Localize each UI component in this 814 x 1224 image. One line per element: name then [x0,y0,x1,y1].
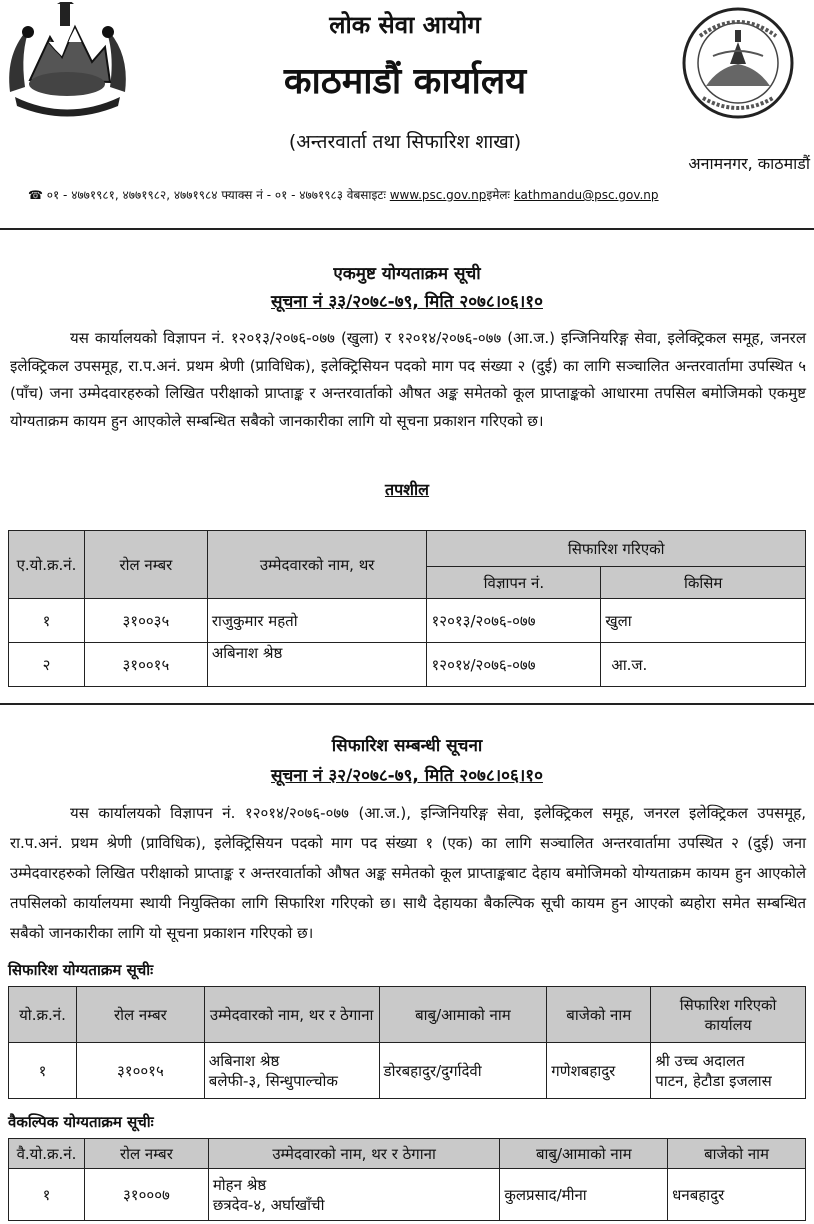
col-office-header: सिफारिश गरिएको कार्यालय [651,987,806,1043]
notice2-subtitle: सूचना नं ३२/२०७८-७९, मिति २०७८।०६।१० [271,766,543,786]
alternative-list-label: वैकल्पिक योग्यताक्रम सूचीः [8,1113,154,1131]
nepal-emblem-logo [0,2,135,117]
cell-roll: ३१००१५ [84,643,207,687]
cell-grandfather: धनबहादुर [668,1169,806,1221]
office-line1: श्री उच्च अदालत [655,1051,745,1070]
cell-sn: १ [9,599,85,643]
section-name: (अन्तरवार्ता तथा सिफारिश शाखा) [288,131,522,153]
col-sn-header: वै.यो.क्र.नं. [9,1139,85,1169]
col-roll-header: रोल नम्बर [84,1139,208,1169]
cell-adno: १२०१३/२०७६-०७७ [427,599,601,643]
table-row [9,599,806,643]
col-name-header: उम्मेदवारको नाम, थर र ठेगाना [204,987,379,1043]
col-parents-header: बाबु/आमाको नाम [379,987,547,1043]
cell-parents: डोरबहादुर/दुर्गादेवी [379,1043,547,1099]
org-name: लोक सेवा आयोग [329,11,481,39]
cell-parents: कुलप्रसाद/मीना [500,1169,668,1221]
col-recommended-header: सिफारिश गरिएको [427,531,806,567]
cell-name-address [204,1043,379,1099]
col-parents-header: बाबु/आमाको नाम [500,1139,668,1169]
col-roll-header: रोल नम्बर [84,531,207,599]
col-sn-header: ए.यो.क्र.नं. [9,531,85,599]
notice1-title: एकमुष्ट योग्यताक्रम सूची [333,264,481,284]
office-name: काठमाडौं कार्यालय [283,61,527,102]
cell-type: आ.ज. [601,643,806,687]
email-link[interactable]: kathmandu@psc.gov.np [513,188,659,202]
section-divider [0,703,814,705]
candidate-name: अबिनाश श्रेष्ठ [208,1051,280,1070]
cell-name: राजुकुमार महतो [207,599,427,643]
col-adno-header: विज्ञापन नं. [427,567,601,599]
candidate-address: छत्रदेव-४, अर्घाखाँची [212,1195,325,1214]
cell-roll: ३१००१५ [76,1043,204,1099]
col-grandfather-header: बाजेको नाम [668,1139,806,1169]
col-grandfather-header: बाजेको नाम [547,987,651,1043]
email-label: इमेलः [486,188,510,202]
cell-sn: १ [9,1043,77,1099]
recommendation-table [8,986,806,1099]
cell-name: अबिनाश श्रेष्ठ [207,643,427,687]
contact-line [28,186,808,203]
cell-roll: ३१००३५ [84,599,207,643]
cell-roll: ३१०००७ [84,1169,208,1221]
cell-type: खुला [601,599,806,643]
psc-seal-logo [678,6,798,121]
cell-office [651,1043,806,1099]
office-line2: पाटन, हेटौडा इजलास [655,1071,772,1090]
notice2-body: यस कार्यालयको विज्ञापन नं. १२०१४/२०७६-०७७ (आ.ज.), इन्जिनियरिङ्ग सेवा, इलेक्ट्रिकल समूह, जनरल इलेक्ट्रिकल उपसमूह, रा.प.अनं. प्रथम श्रेणी (प्राविधिक), इलेक्ट्रिसियन पदको माग पद संख्या १ (एक) का लागि सञ्चालित अन्तरवार्तामा उपस्थित २ (दुई) जना उम्मेदवारहरुको लिखित परीक्षाको प्राप्ताङ्क र अन्तरवार्ताको औषत अङ्क समेतको कूल प्राप्ताङ्कबाट देहाय बमोजिमको योग्यताक्रम कायम हुन आएकोले तपसिलको कार्यालयमा स्थायी नियुक्तिका लागि सिफारिश गरिएको छ। साथै देहायका बैकल्पिक सूची कायम हुन आएको ब्यहोरा समेत सम्बन्धित सबैको जानकारीका लागि यो सूचना प्रकाशन गरिएको छ। [10,804,806,942]
office-address: अनामनगर, काठमाडौं [688,154,810,173]
candidate-name: मोहन श्रेष्ठ [212,1175,267,1194]
cell-sn: २ [9,643,85,687]
recommendation-list-label: सिफारिश योग्यताक्रम सूचीः [8,961,154,979]
col-type-header: किसिम [601,567,806,599]
notice1-body: यस कार्यालयको विज्ञापन नं. १२०१३/२०७६-०७७ (खुला) र १२०१४/२०७६-०७७ (आ.ज.) इन्जिनियरिङ्ग सेवा, इलेक्ट्रिकल समूह, जनरल इलेक्ट्रिकल उपसमूह, रा.प.अनं. प्रथम श्रेणी (प्राविधिक), इलेक्ट्रिसियन पदको माग पद संख्या २ (दुई) का लागि सञ्चालित अन्तरवार्तामा उपस्थित ५ (पाँच) जना उम्मेदवारहरुको लिखित परीक्षाको प्राप्ताङ्क र अन्तरवार्ताको औषत अङ्क समेतको कूल प्राप्ताङ्कको आधारमा तपसिल बमोजिमको एकमुष्ट योग्यताक्रम कायम हुन आएकोले सम्बन्धित सबैको जानकारीका लागि यो सूचना प्रकाशन गरिएको छ। [10,329,806,430]
cell-grandfather: गणेशबहादुर [547,1043,651,1099]
schedule-label: तपशील [384,480,430,499]
table-row [9,643,806,687]
candidate-address: बलेफी-३, सिन्धुपाल्चोक [208,1071,338,1090]
website-link[interactable]: www.psc.gov.np [389,188,487,202]
header-divider [0,228,814,230]
col-name-header: उम्मेदवारको नाम, थर र ठेगाना [208,1139,500,1169]
cell-sn: १ [9,1169,85,1221]
table-row [9,1169,806,1221]
merit-list-table [8,530,806,687]
col-roll-header: रोल नम्बर [76,987,204,1043]
col-name-header: उम्मेदवारको नाम, थर [207,531,427,599]
cell-adno: १२०१४/२०७६-०७७ [427,643,601,687]
notice1-subtitle: सूचना नं ३३/२०७८-७९, मिति २०७८।०६।१० [271,292,543,312]
phone-text: ☎ ०१ - ४७७१९८१, ४७७१९८२, ४७७१९८४ फ्याक्स नं - ०१ - ४७७१९८३ वेबसाइटः [28,188,386,202]
alternative-table [8,1138,806,1221]
table-row [9,1043,806,1099]
cell-name-address [208,1169,500,1221]
col-sn-header: यो.क्र.नं. [9,987,77,1043]
notice2-title: सिफारिश सम्बन्धी सूचना [331,736,483,756]
